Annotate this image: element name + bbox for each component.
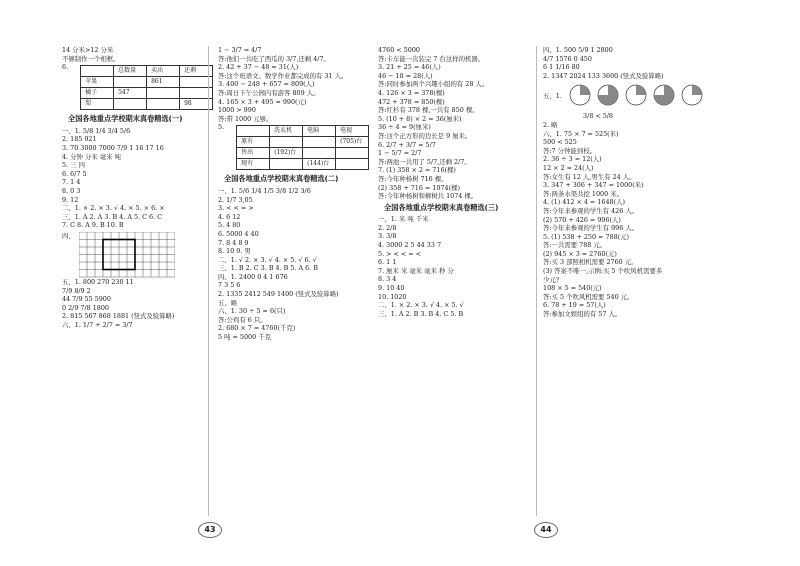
text-line: 7. C 8. A 9. B 10. B	[62, 221, 124, 230]
text-line: 答:公鸡有 6 只。	[218, 315, 267, 324]
text-line: 六、1. 75 × 7 = 525(米)	[543, 129, 619, 138]
text-line: 14 分米>12 分米	[62, 46, 114, 54]
table-header: 总数量	[114, 66, 147, 77]
table-cell: 861	[147, 77, 180, 88]
table-header: 电脑	[303, 126, 336, 137]
text-line: 4. (1) 412 × 4 = 1648(人)	[543, 198, 625, 207]
text-line: 7. (1) 358 × 2 = 716(棵)	[378, 166, 456, 175]
text-line: 5. (10 + 8) × 2 = 36(厘米)	[378, 114, 462, 123]
text-line: 四、1. 2400 0 4 1 676	[218, 272, 288, 281]
table-cell: 梨	[81, 99, 114, 110]
answer-column-4	[543, 46, 743, 319]
table-header: 卖出	[147, 66, 180, 77]
text-line: 答:两池一共用了 5/7,还剩 2/7。	[378, 157, 471, 166]
text-line: 12 × 2 = 24(人)	[543, 163, 594, 172]
text-line: 36 ÷ 4 = 9(厘米)	[378, 123, 431, 132]
table-cell	[147, 99, 180, 110]
answer-column-2	[218, 46, 368, 342]
table-cell: (144)台	[303, 159, 336, 170]
text-line: 答:周日下午公园内有游客 809 人。	[218, 88, 320, 97]
text-line: 六、1. 30 ÷ 5 = 6(只)	[218, 307, 286, 316]
grid-drawing	[79, 232, 175, 278]
section-title: 全国各地重点学校期末真卷精选(一)	[68, 114, 183, 124]
text-line: 五、1. 800 270 230 11	[62, 277, 134, 286]
page-number-right: 44	[534, 522, 558, 538]
column-divider	[536, 46, 537, 516]
text-line: 7. 1 4	[62, 178, 81, 187]
question-number: 四、	[62, 231, 75, 240]
text-line: 44 7/9 55 5900	[62, 295, 111, 304]
column-divider	[208, 46, 209, 516]
text-line: 5. 4 80	[218, 221, 241, 230]
text-line: 2. 680 × 7 = 4760(千克)	[218, 324, 296, 333]
text-line: 108 × 5 = 540(元)	[543, 284, 602, 293]
text-line: 答:买 3 部照相机需要 2760 元。	[543, 258, 638, 267]
text-line: 4. 165 × 3 + 495 = 990(元)	[218, 97, 307, 106]
text-line: 答:今年种杨树 716 棵。	[378, 174, 448, 183]
table-cell: 售出	[237, 148, 270, 159]
fraction-caption: 3/8 < 5/8	[583, 112, 613, 121]
text-line: 10. 1020	[378, 292, 407, 301]
table-cell: 547	[114, 88, 147, 99]
text-line: 一、1. 5/8 1/4 3/4 5/6	[62, 126, 131, 135]
table-header: 洗衣机	[270, 126, 303, 137]
table-header	[237, 126, 270, 137]
text-line: 3. 70 3000 7000 7/9 1 16 17 16	[62, 143, 164, 152]
text-line: 答:女生有 12 人,男生有 24 人。	[543, 172, 636, 181]
table-cell	[303, 148, 336, 159]
text-line: 8. 10 9. 男	[218, 247, 251, 256]
question-number: 5.	[218, 123, 225, 132]
text-line: 3. 3/8	[378, 232, 397, 241]
text-line: 7. 8 4 8 9	[218, 238, 249, 247]
text-line: 500 < 525	[543, 138, 577, 147]
text-line: 8. 3 4	[378, 275, 397, 284]
text-line: 答:参加文娱组的有 57 人。	[543, 310, 622, 319]
text-line: 2. 185 921	[62, 135, 97, 144]
text-line: 3. 347 + 306 + 347 = 1000(米)	[543, 181, 644, 190]
text-line: 答:一共需要 788 元。	[543, 241, 607, 250]
text-line: 5. (1) 538 + 250 = 788(元)	[543, 232, 630, 241]
text-line: 不够制作一个相框。	[62, 54, 120, 63]
text-line: 6. 5000 4 40	[218, 229, 259, 238]
text-line: 5. 三 四	[62, 161, 85, 170]
text-line: 6 1 1/16 80	[543, 63, 580, 72]
text-line: 答:今年来参观的学生有 426 人。	[543, 206, 639, 215]
fruit-table	[80, 65, 213, 110]
text-line: 7 3 5 6	[218, 281, 241, 290]
table-header	[81, 66, 114, 77]
text-line: 3. 400 − 248 + 657 = 809(人)	[218, 80, 315, 89]
table-cell	[303, 137, 336, 148]
text-line: 4760 < 5000	[378, 46, 420, 54]
text-line: 46 − 18 = 28(人)	[378, 71, 433, 80]
text-line: 一、1. 5/6 1/4 1/5 3/8 1/2 3/6	[218, 186, 311, 195]
text-line: 答:今年种杨树和柳树共 1074 棵。	[378, 192, 478, 201]
table-cell	[147, 88, 180, 99]
text-line: 0 2/9 7/8 1800	[62, 303, 109, 312]
text-line: 六、1. 1/7 + 2/7 = 3/7	[62, 320, 133, 329]
text-line: 4. 3000 2 5 44 33 7	[378, 241, 442, 250]
table-cell	[336, 159, 369, 170]
text-line: (2) 570 + 426 = 996(人)	[543, 215, 621, 224]
text-line: 1000 > 990	[218, 106, 256, 115]
text-line: 4. 126 × 3 = 378(棵)	[378, 88, 445, 97]
text-line: 答:带 1000 元够。	[218, 114, 273, 123]
text-line: 答:7 分钟能到校。	[543, 146, 596, 155]
appliance-table	[236, 125, 369, 170]
table-cell: (705)台	[336, 137, 369, 148]
table-cell: 现有	[237, 159, 270, 170]
text-line: 1 − 5/7 = 2/7	[378, 149, 422, 158]
text-line: 2. 1347 2024 133 3600 (竖式及验算略)	[543, 71, 664, 80]
text-line: 8. 0 3	[62, 186, 81, 195]
text-line: 7. 厘米 米 毫米 毫米 秒 分	[378, 266, 454, 275]
text-line: 答:今年来参观的学生有 996 人。	[543, 224, 639, 233]
section-title: 全国各地重点学校期末真卷精选(二)	[224, 174, 339, 184]
text-line: 四、1. 500 5/9 1 2800	[543, 46, 613, 54]
table-header: 电视	[336, 126, 369, 137]
text-line: 7/9 8/9 2	[62, 286, 91, 295]
text-line: 472 + 378 = 850(棵)	[378, 97, 445, 106]
text-line: 三、1. A 2. B 3. B 4. C 5. B	[378, 309, 464, 318]
fraction-circles	[568, 83, 718, 109]
text-line: 答:红杉有 378 棵,一共有 850 棵。	[378, 106, 479, 115]
text-line: 二、1. √ 2. × 3. √ 4. × 5. √ 6. √	[218, 255, 317, 264]
text-line: 2. 815 567 868 1881 (竖式及验算略)	[62, 312, 175, 321]
table-cell: 橘子	[81, 88, 114, 99]
text-line: 2. 1/7 3,05	[218, 195, 253, 204]
text-line: 4. 分钟 分米 毫米 吨	[62, 152, 121, 161]
table-cell	[114, 77, 147, 88]
text-line: 6. 6/7 5	[62, 169, 87, 178]
text-line: 9. 10 40	[378, 284, 405, 293]
text-line: (3) 答案不唯一,示例:买 5 个吹风机需要多	[543, 267, 663, 276]
text-line: 5. > < < = <	[378, 249, 422, 258]
answer-column-3	[378, 46, 538, 318]
table-cell: 原有	[237, 137, 270, 148]
text-line: 3. < < = >	[218, 204, 254, 213]
text-line: 4/7 1576 0 450	[543, 54, 592, 63]
table-header: 还剩	[180, 66, 213, 77]
text-line: 6. 2/7 + 3/7 = 5/7	[378, 140, 436, 149]
question-number: 6.	[62, 63, 69, 72]
text-line: 6. 78 + 19 = 57(人)	[543, 301, 606, 310]
table-cell: 苹果	[81, 77, 114, 88]
table-cell: (192)台	[270, 148, 303, 159]
text-line: 答:这个正方形的边长是 9 厘米。	[378, 131, 472, 140]
text-line: 答:他们一共吃了西瓜的 3/7,还剩 4/7。	[218, 54, 330, 63]
text-line: 4. 6 12	[218, 212, 241, 221]
text-line: 答:卡车能一次装完 7 台这样的机器。	[378, 54, 485, 63]
text-line: 3. 21 + 25 = 46(人)	[378, 63, 441, 72]
text-line: 答:两条水渠共挖 1000 米。	[543, 189, 623, 198]
answer-column-1	[62, 46, 202, 329]
text-line: 二、1. × 2. × 3. √ 4. × 5. √	[378, 301, 464, 310]
text-line: (2) 358 + 716 = 1074(棵)	[378, 183, 460, 192]
text-line: 一、1. 米 吨 千米	[378, 215, 429, 224]
text-line: 2. 2/8	[378, 223, 397, 232]
text-line: 少元?	[543, 275, 560, 284]
section-title: 全国各地重点学校期末真卷精选(三)	[384, 202, 499, 212]
text-line: 答:这个班语文、数学作业都完成的有 31 人。	[218, 71, 348, 80]
text-line: 2. 略	[543, 120, 558, 129]
text-line: 二、1. × 2. × 3. √ 4. × 5. × 6. ×	[62, 204, 165, 213]
text-line: 三、1. A 2. A 3. B 4. A 5. C 6. C	[62, 212, 163, 221]
text-line: 1 − 3/7 = 4/7	[218, 46, 262, 54]
table-cell: 98	[180, 99, 213, 110]
text-line: 答:买 5 个吹风机需要 540 元。	[543, 292, 634, 301]
question-number: 五、1.	[543, 92, 562, 101]
text-line: 答:同时参加两个兴趣小组的有 28 人。	[378, 80, 489, 89]
text-line: 五、略	[218, 298, 238, 307]
page-number-left: 43	[198, 522, 222, 538]
text-line: (2) 945 × 3 = 2760(元)	[543, 249, 617, 258]
text-line: 2. 1335 2412 549 1400 (竖式及验算略)	[218, 290, 339, 299]
table-cell	[114, 99, 147, 110]
table-cell	[336, 148, 369, 159]
text-line: 2. 42 + 37 − 48 = 31(人)	[218, 63, 299, 72]
text-line: 2. 36 ÷ 3 = 12(人)	[543, 155, 602, 164]
text-line: 三、1. B 2. C 3. B 4. B 5. A 6. B	[218, 264, 319, 273]
text-line: 9. 12	[62, 195, 79, 204]
text-line: 6. 1 1	[378, 258, 397, 267]
table-cell	[270, 159, 303, 170]
table-cell	[270, 137, 303, 148]
text-line: 5 吨 = 5000 千克	[218, 333, 271, 342]
